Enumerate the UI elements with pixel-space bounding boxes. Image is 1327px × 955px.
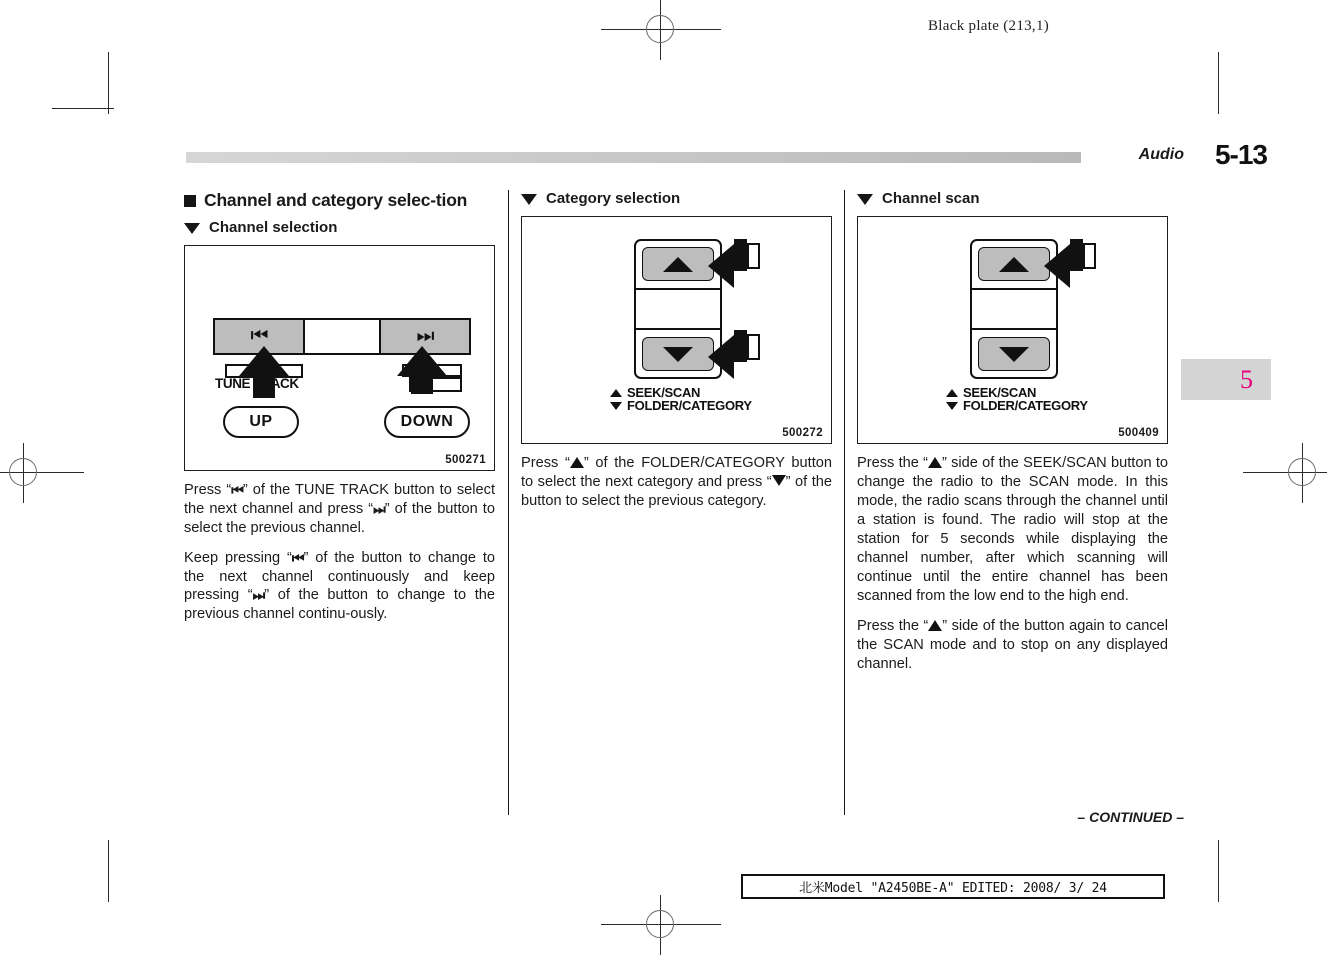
continued-label: – CONTINUED – xyxy=(1077,809,1184,825)
triangle-down-icon xyxy=(184,223,200,234)
skip-next-icon: ⏭ xyxy=(416,325,434,348)
reg-circle xyxy=(646,15,674,43)
skip-next-icon: ⏭ xyxy=(252,587,265,604)
seek-scan-caption-row-2 xyxy=(610,399,752,413)
figure-code: 500409 xyxy=(1118,427,1159,439)
triangle-down-icon xyxy=(610,402,622,410)
callout-pointer-plate-top xyxy=(747,243,760,269)
triangle-down-icon xyxy=(772,475,786,486)
callout-pill-up: UP xyxy=(223,406,299,438)
seek-scan-caption-row-1 xyxy=(610,386,752,400)
registration-mark-bottom xyxy=(601,895,721,955)
skip-previous-icon: ⏮ xyxy=(250,325,268,348)
crop-mark-bottom-right-vertical xyxy=(1218,840,1219,902)
rocker-down-button xyxy=(642,337,714,371)
paragraph: Press “⏮” of the TUNE TRACK button to select the next channel and press “⏭” of the button to select the previous channel. xyxy=(184,481,496,536)
header-rule xyxy=(186,152,1081,163)
figure-code: 500271 xyxy=(445,453,486,466)
folder-category-text: FOLDER/CATEGORY xyxy=(627,398,752,414)
skip-previous-icon: ⏮ xyxy=(231,481,243,498)
triangle-up-icon xyxy=(928,457,942,468)
column-3-body xyxy=(857,454,1168,674)
callout-pointer-plate-bottom xyxy=(747,334,760,360)
column-3 xyxy=(857,190,1168,674)
callout-pointer-tail-top xyxy=(734,239,747,271)
reg-circle xyxy=(1288,458,1316,486)
skip-previous-icon: ⏮ xyxy=(291,549,304,566)
triangle-down-icon xyxy=(857,194,873,205)
heading-channel-scan xyxy=(857,190,1168,208)
triangle-down-icon xyxy=(663,347,693,362)
folder-category-text: FOLDER/CATEGORY xyxy=(963,398,1088,414)
registration-mark-right xyxy=(1243,443,1327,503)
callout-arrow-right xyxy=(397,346,447,376)
triangle-up-icon xyxy=(928,620,942,631)
rocker-down-button xyxy=(978,337,1050,371)
callout-pointer-bottom xyxy=(708,335,734,379)
rocker-up-button xyxy=(978,247,1050,281)
crop-mark-top-left-horizontal xyxy=(52,108,114,109)
registration-mark-top xyxy=(601,0,721,60)
figure-tune-track xyxy=(184,245,495,471)
rocker-up-button xyxy=(642,247,714,281)
footer-edition-box: 北米Model "A2450BE-A" EDITED: 2008/ 3/ 24 xyxy=(741,874,1165,899)
callout-pointer-top xyxy=(1044,244,1070,288)
reg-circle xyxy=(9,458,37,486)
square-bullet-icon xyxy=(184,195,196,207)
triangle-up-icon xyxy=(946,389,958,397)
triangle-down-icon xyxy=(946,402,958,410)
heading-text: Channel selection xyxy=(209,218,338,236)
heading-category-selection xyxy=(521,190,832,208)
triangle-up-icon xyxy=(570,457,584,468)
callout-pointer-tail-top xyxy=(1070,239,1083,271)
crop-mark-top-left-vertical xyxy=(108,52,109,114)
crop-mark-bottom-left-vertical xyxy=(108,840,109,902)
seek-scan-caption-row-2 xyxy=(946,399,1088,413)
rocker-middle-display xyxy=(636,288,720,330)
column-divider-2 xyxy=(844,190,845,815)
heading-channel-and-category-selection xyxy=(184,190,495,211)
skip-next-icon: ⏭ xyxy=(373,500,385,517)
callout-pill-down: DOWN xyxy=(384,406,470,438)
callout-pointer-tail-bottom xyxy=(734,330,747,362)
callout-pointer-top xyxy=(708,244,734,288)
rocker-middle-display xyxy=(972,288,1056,330)
callout-pointer-plate-top xyxy=(1083,243,1096,269)
seek-scan-text: SEEK/SCAN xyxy=(627,384,701,400)
header-section-label: Audio xyxy=(1138,146,1184,163)
paragraph: Press the “ ” side of the button again to cancel the SCAN mode and to stop on any displayed channel. xyxy=(857,617,1168,672)
column-divider-1 xyxy=(508,190,509,815)
chapter-tab-number: 5 xyxy=(1240,365,1253,394)
heading-text: Channel and category selec-tion xyxy=(204,190,468,210)
page-number: 5-13 xyxy=(1214,139,1267,170)
column-2 xyxy=(521,190,832,511)
registration-mark-left xyxy=(0,443,84,503)
paragraph: Press the “ ” side of the SEEK/SCAN button to change the radio to the SCAN mode. In this mode, the radio scans through the channel until a station is found. The radio will stop at the station for 5 seconds while displaying the channel number, after which scanning will continue until the entire channel has been scanned from the low end to the high end. xyxy=(857,455,1169,604)
chapter-tab xyxy=(1181,359,1271,400)
figure-category-selection xyxy=(521,216,832,444)
seek-scan-caption xyxy=(610,386,752,413)
triangle-down-icon xyxy=(999,347,1029,362)
callout-arrow-left xyxy=(239,346,289,376)
paragraph: Press “ ” of the FOLDER/CATEGORY button to select the next category and press “ ” of the button to select the previous category. xyxy=(521,455,832,509)
seek-scan-caption-row-1 xyxy=(946,386,1088,400)
seek-scan-text: SEEK/SCAN xyxy=(963,384,1037,400)
seek-scan-caption xyxy=(946,386,1088,413)
triangle-up-icon xyxy=(663,257,693,272)
heading-channel-selection xyxy=(184,219,495,237)
crop-mark-top-right-vertical xyxy=(1218,52,1219,114)
figure-code: 500272 xyxy=(782,427,823,439)
column-1 xyxy=(184,190,495,624)
paragraph: Keep pressing “⏮” of the button to change to the next channel continuously and keep pressing “⏭” of the button to change to the previous channel continu-ously. xyxy=(184,549,495,623)
column-1-body xyxy=(184,481,495,625)
figure-channel-scan xyxy=(857,216,1168,444)
tune-track-display-segment xyxy=(303,320,381,353)
triangle-up-icon xyxy=(610,389,622,397)
reg-circle xyxy=(646,910,674,938)
heading-text: Category selection xyxy=(546,190,681,207)
triangle-up-icon xyxy=(999,257,1029,272)
black-plate-text: Black plate (213,1) xyxy=(928,18,1050,34)
triangle-down-icon xyxy=(521,194,537,205)
column-2-body xyxy=(521,454,832,511)
heading-text: Channel scan xyxy=(882,190,980,207)
tune-track-label: TUNE TRACK xyxy=(215,375,299,391)
